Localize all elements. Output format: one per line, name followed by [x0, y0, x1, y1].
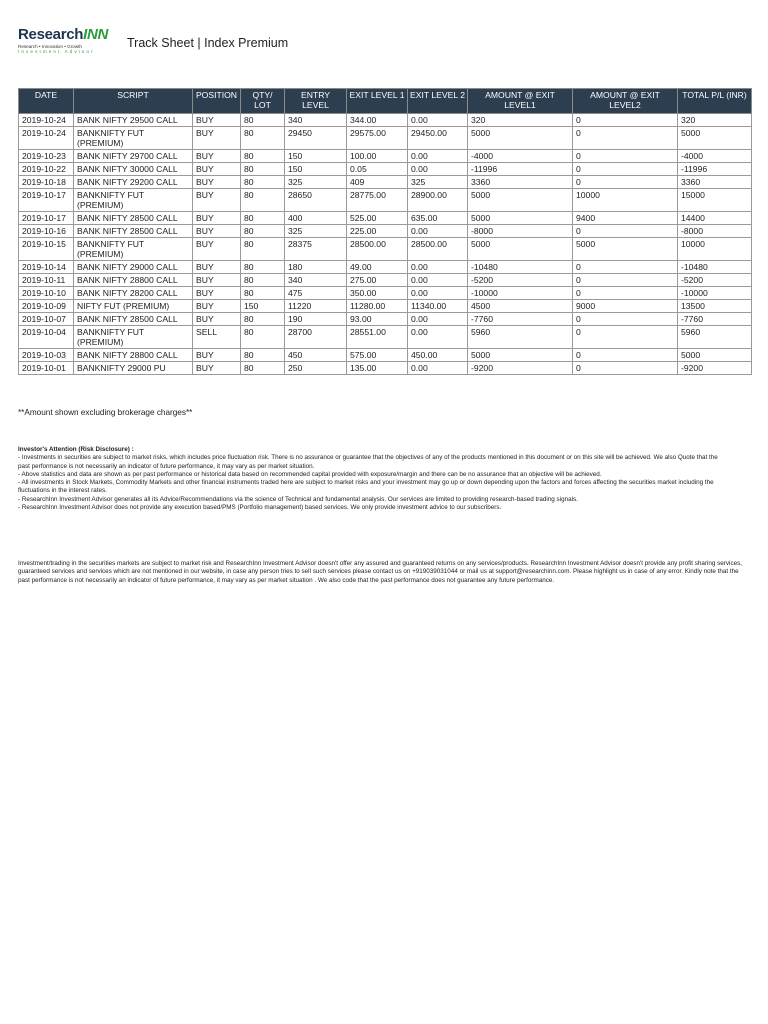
table-cell: BUY	[193, 225, 241, 238]
table-body	[19, 114, 752, 375]
table-cell: 5960	[468, 326, 573, 349]
table-cell: 5000	[573, 238, 678, 261]
table-cell: 9000	[573, 300, 678, 313]
table-cell: 100.00	[347, 150, 408, 163]
table-cell: 2019-10-22	[19, 163, 74, 176]
table-cell: 340	[285, 274, 347, 287]
table-cell: BUY	[193, 127, 241, 150]
disclaimer-paragraph: Investment/trading in the securities markets are subject to market risk and ResearchInn Investment Advisor doesn't offer any assured and guaranteed returns on any services/products. ResearchInn Investment Advisor doesn't provide any profit sharing services, guaranteed services and services which are not mentioned in our website, in case any person tries to sell such services please contact us on +919039031044 or mail us at support@researchinn.com. Please highlight us in case of any error. Kindly note that the past performance is not necessarily an indicator of future performance, it may vary as per market situation . We also code that the past performance does not guarantee any future performance.	[18, 560, 743, 584]
table-cell: BANKNIFTY FUT (PREMIUM)	[74, 326, 193, 349]
table-cell: 80	[241, 274, 285, 287]
table-cell: 80	[241, 212, 285, 225]
table-cell: 2019-10-18	[19, 176, 74, 189]
table-cell: 0	[573, 127, 678, 150]
researchinn-logo	[18, 27, 118, 59]
table-cell: 0	[573, 326, 678, 349]
table-cell: NIFTY FUT (PREMIUM)	[74, 300, 193, 313]
table-cell: 80	[241, 287, 285, 300]
table-cell: 80	[241, 114, 285, 127]
table-cell: 80	[241, 238, 285, 261]
table-cell: 80	[241, 127, 285, 150]
table-cell: BANK NIFTY 29200 CALL	[74, 176, 193, 189]
table-cell: 28700	[285, 326, 347, 349]
table-cell: 2019-10-17	[19, 189, 74, 212]
table-cell: 29450.00	[408, 127, 468, 150]
table-cell: 0	[573, 274, 678, 287]
table-cell: 11220	[285, 300, 347, 313]
table-cell: 80	[241, 189, 285, 212]
risk-disclosure	[18, 446, 730, 512]
table-cell: 0	[573, 287, 678, 300]
column-header: AMOUNT @ EXIT LEVEL1	[468, 89, 573, 114]
table-cell: 2019-10-24	[19, 127, 74, 150]
column-header: SCRIPT	[74, 89, 193, 114]
table-cell: BUY	[193, 176, 241, 189]
table-cell: BANKNIFTY FUT (PREMIUM)	[74, 238, 193, 261]
table-cell: 180	[285, 261, 347, 274]
table-cell: 2019-10-24	[19, 114, 74, 127]
table-cell: 320	[678, 114, 752, 127]
table-cell: BUY	[193, 287, 241, 300]
table-cell: 2019-10-15	[19, 238, 74, 261]
table-cell: BUY	[193, 114, 241, 127]
table-cell: 525.00	[347, 212, 408, 225]
table-cell: -8000	[468, 225, 573, 238]
table-cell: 225.00	[347, 225, 408, 238]
table-cell: 28500.00	[347, 238, 408, 261]
table-cell: 5000	[678, 127, 752, 150]
table-cell: -4000	[678, 150, 752, 163]
table-cell: BANK NIFTY 28500 CALL	[74, 225, 193, 238]
table-cell: BUY	[193, 238, 241, 261]
table-cell: 325	[408, 176, 468, 189]
table-cell: 4500	[468, 300, 573, 313]
table-cell: 14400	[678, 212, 752, 225]
table-cell: 2019-10-14	[19, 261, 74, 274]
table-cell: 325	[285, 225, 347, 238]
table-cell: BUY	[193, 163, 241, 176]
table-cell: BUY	[193, 362, 241, 375]
risk-line: - Investments in securities are subject to market risks, which includes price fluctuation risk. There is no assurance or guarantee that the objectives of any of the products mentioned in this document or on this site will be achieved. We also Quote that the past performance is not necessarily an indicator of future performance, it may vary as per market situation.	[18, 454, 718, 470]
table-cell: BUY	[193, 313, 241, 326]
table-cell: 350.00	[347, 287, 408, 300]
table-cell: 11340.00	[408, 300, 468, 313]
table-cell: BUY	[193, 300, 241, 313]
table-cell: 0	[573, 313, 678, 326]
column-header: AMOUNT @ EXIT LEVEL2	[573, 89, 678, 114]
table-cell: -10000	[678, 287, 752, 300]
table-cell: 5000	[468, 127, 573, 150]
table-cell: 5000	[678, 349, 752, 362]
table-row	[19, 225, 752, 238]
column-header: ENTRY LEVEL	[285, 89, 347, 114]
table-cell: 150	[241, 300, 285, 313]
table-cell: BUY	[193, 212, 241, 225]
table-cell: 0.05	[347, 163, 408, 176]
table-cell: 9400	[573, 212, 678, 225]
table-cell: 0	[573, 225, 678, 238]
table-cell: 2019-10-23	[19, 150, 74, 163]
table-cell: 10000	[678, 238, 752, 261]
table-cell: 80	[241, 176, 285, 189]
table-cell: 5000	[468, 349, 573, 362]
table-cell: 80	[241, 326, 285, 349]
table-row	[19, 238, 752, 261]
table-row	[19, 114, 752, 127]
table-cell: -11996	[678, 163, 752, 176]
table-cell: 0.00	[408, 225, 468, 238]
table-row	[19, 274, 752, 287]
table-row	[19, 261, 752, 274]
table-cell: 80	[241, 362, 285, 375]
table-cell: 2019-10-09	[19, 300, 74, 313]
table-cell: -7760	[678, 313, 752, 326]
table-cell: 635.00	[408, 212, 468, 225]
table-cell: 340	[285, 114, 347, 127]
table-cell: 3360	[678, 176, 752, 189]
table-cell: 190	[285, 313, 347, 326]
table-cell: -10000	[468, 287, 573, 300]
table-cell: 28500.00	[408, 238, 468, 261]
risk-heading: Investor's Attention (Risk Disclosure) :	[18, 446, 134, 453]
table-cell: SELL	[193, 326, 241, 349]
table-cell: BANK NIFTY 28800 CALL	[74, 274, 193, 287]
brokerage-note: **Amount shown excluding brokerage charges**	[18, 408, 193, 417]
table-cell: BANKNIFTY FUT (PREMIUM)	[74, 189, 193, 212]
table-row	[19, 127, 752, 150]
table-cell: 29450	[285, 127, 347, 150]
table-cell: BANK NIFTY 30000 CALL	[74, 163, 193, 176]
table-cell: BANKNIFTY FUT (PREMIUM)	[74, 127, 193, 150]
table-cell: 0	[573, 176, 678, 189]
table-cell: BUY	[193, 349, 241, 362]
table-cell: 0	[573, 114, 678, 127]
table-cell: 93.00	[347, 313, 408, 326]
table-cell: 450.00	[408, 349, 468, 362]
table-cell: 28375	[285, 238, 347, 261]
column-header: DATE	[19, 89, 74, 114]
table-cell: 0.00	[408, 150, 468, 163]
table-cell: 2019-10-04	[19, 326, 74, 349]
table-cell: 325	[285, 176, 347, 189]
table-cell: -9200	[468, 362, 573, 375]
table-cell: 250	[285, 362, 347, 375]
table-cell: 2019-10-07	[19, 313, 74, 326]
table-cell: 29575.00	[347, 127, 408, 150]
table-cell: 80	[241, 225, 285, 238]
table-cell: 0.00	[408, 313, 468, 326]
risk-line: - ResearchInn Investment Advisor generates all its Advice/Recommendations via the science of Technical and fundamental analysis. Our services are limited to providing research-based trading signals.	[18, 495, 578, 503]
table-cell: 80	[241, 313, 285, 326]
table-cell: -5200	[678, 274, 752, 287]
table-cell: -7760	[468, 313, 573, 326]
table-cell: 2019-10-03	[19, 349, 74, 362]
table-cell: -4000	[468, 150, 573, 163]
table-row	[19, 349, 752, 362]
table-cell: 28551.00	[347, 326, 408, 349]
table-cell: 275.00	[347, 274, 408, 287]
table-cell: 13500	[678, 300, 752, 313]
table-row	[19, 176, 752, 189]
table-row	[19, 163, 752, 176]
track-sheet-table	[18, 88, 752, 375]
table-cell: -5200	[468, 274, 573, 287]
table-cell: BUY	[193, 189, 241, 212]
column-header: TOTAL P/L (INR)	[678, 89, 752, 114]
table-cell: 0.00	[408, 163, 468, 176]
table-row	[19, 212, 752, 225]
table-cell: 135.00	[347, 362, 408, 375]
table-row	[19, 326, 752, 349]
risk-line: - Above statistics and data are shown as per past performance or historical data based on recommended capital provided with exposure/margin and there can be no assurance that an objective will be achieved.	[18, 470, 602, 478]
column-header: QTY/ LOT	[241, 89, 285, 114]
table-cell: 80	[241, 150, 285, 163]
table-cell: 2019-10-17	[19, 212, 74, 225]
table-cell: 400	[285, 212, 347, 225]
table-cell: 0	[573, 362, 678, 375]
table-cell: BANK NIFTY 29000 CALL	[74, 261, 193, 274]
table-cell: 80	[241, 163, 285, 176]
column-header: EXIT LEVEL 1	[347, 89, 408, 114]
table-row	[19, 313, 752, 326]
table-cell: 0	[573, 163, 678, 176]
table-cell: 49.00	[347, 261, 408, 274]
table-cell: BANK NIFTY 28200 CALL	[74, 287, 193, 300]
table-cell: 15000	[678, 189, 752, 212]
table-cell: 150	[285, 150, 347, 163]
table-cell: 10000	[573, 189, 678, 212]
table-cell: -8000	[678, 225, 752, 238]
table-cell: 5000	[468, 189, 573, 212]
table-row	[19, 189, 752, 212]
table-cell: 5000	[468, 212, 573, 225]
logo-subtitle: Investment Advisor	[18, 49, 95, 54]
logo-tagline: Research • Innovation • Growth	[18, 44, 82, 49]
table-cell: 0.00	[408, 274, 468, 287]
table-cell: 3360	[468, 176, 573, 189]
table-cell: 2019-10-10	[19, 287, 74, 300]
table-cell: -10480	[678, 261, 752, 274]
table-cell: 0.00	[408, 326, 468, 349]
table-cell: 11280.00	[347, 300, 408, 313]
table-cell: BUY	[193, 261, 241, 274]
table-cell: 28650	[285, 189, 347, 212]
table-cell: -11996	[468, 163, 573, 176]
table-cell: 0	[573, 261, 678, 274]
table-cell: 344.00	[347, 114, 408, 127]
column-header: EXIT LEVEL 2	[408, 89, 468, 114]
table-cell: 80	[241, 261, 285, 274]
table-header-row	[19, 89, 752, 114]
table-row	[19, 300, 752, 313]
table-cell: 450	[285, 349, 347, 362]
table-cell: -10480	[468, 261, 573, 274]
table-cell: 475	[285, 287, 347, 300]
table-cell: BUY	[193, 150, 241, 163]
table-cell: 320	[468, 114, 573, 127]
table-row	[19, 150, 752, 163]
table-cell: BANK NIFTY 28500 CALL	[74, 313, 193, 326]
table-cell: BANK NIFTY 28500 CALL	[74, 212, 193, 225]
table-cell: BANK NIFTY 29700 CALL	[74, 150, 193, 163]
table-cell: 28775.00	[347, 189, 408, 212]
table-cell: 2019-10-11	[19, 274, 74, 287]
risk-lines	[18, 454, 730, 512]
table-cell: 2019-10-16	[19, 225, 74, 238]
table-row	[19, 362, 752, 375]
column-header: POSITION	[193, 89, 241, 114]
table-cell: 5960	[678, 326, 752, 349]
table-cell: 5000	[468, 238, 573, 261]
table-cell: 0.00	[408, 261, 468, 274]
table-cell: 0.00	[408, 362, 468, 375]
table-cell: 28900.00	[408, 189, 468, 212]
table-cell: 409	[347, 176, 408, 189]
risk-line: - All investments in Stock Markets, Commodity Markets and other financial instruments traded here are subject to market risks and your investment may go up or down depending upon the factors and forces affecting the securities market including the fluctuations in the interest rates.	[18, 479, 714, 495]
table-cell: 150	[285, 163, 347, 176]
table-cell: 0.00	[408, 287, 468, 300]
table-cell: BANK NIFTY 29500 CALL	[74, 114, 193, 127]
table-cell: 0.00	[408, 114, 468, 127]
table-cell: 575.00	[347, 349, 408, 362]
table-cell: -9200	[678, 362, 752, 375]
page-title: Track Sheet | Index Premium	[127, 36, 289, 50]
risk-line: - ResearchInn Investment Advisor does not provide any execution based/PMS (Portfolio management) based services. We only provide investment advice to our subscribers.	[18, 504, 502, 512]
table-cell: 80	[241, 349, 285, 362]
table-cell: BUY	[193, 274, 241, 287]
table-cell: 0	[573, 150, 678, 163]
table-cell: BANKNIFTY 29000 PU	[74, 362, 193, 375]
logo-wordmark: ResearchINN	[18, 26, 109, 43]
table-row	[19, 287, 752, 300]
table-cell: BANK NIFTY 28800 CALL	[74, 349, 193, 362]
table-cell: 0	[573, 349, 678, 362]
table-cell: 2019-10-01	[19, 362, 74, 375]
